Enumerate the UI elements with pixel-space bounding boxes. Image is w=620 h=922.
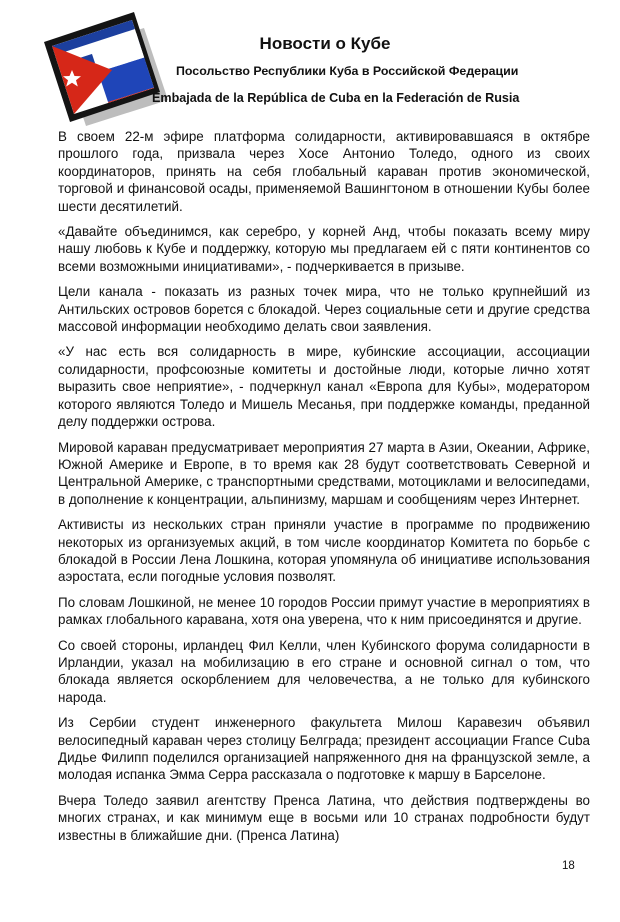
embassy-subtitle-ru: Посольство Республики Куба в Российской Федерации	[176, 64, 519, 78]
page-title: Новости о Кубе	[259, 34, 391, 53]
article-paragraph: Мировой караван предусматривает мероприятия 27 марта в Азии, Океании, Африке, Южной Америке и Европе, в то время как 28 будут соответствовать Северной и Центральной Америке, с транспортными средствами, мотоциклами и велосипедами, в дополнение к концентрации, альпинизму, маршам и сообщениям через Интернет.	[58, 439, 590, 507]
article-paragraph: Вчера Толедо заявил агентству Пренса Латина, что действия подтверждены во многих странах, и как минимум еще в восьми или 10 странах подробности будут известны в ближайшие дни. (Пренса Латина)	[58, 792, 590, 843]
article-body	[58, 128, 590, 852]
article-paragraph: Со своей стороны, ирландец Фил Келли, член Кубинского форума солидарности в Ирландии, указал на мобилизацию в его стране и основной сигнал о том, что блокада является оскорблением для человечества, а не только для кубинского народа.	[58, 637, 590, 705]
article-paragraph: В своем 22-м эфире платформа солидарности, активировавшаяся в октябре прошлого года, призвала через Хосе Антонио Толедо, одного из своих координаторов, принять на себя глобальный караван против экономической, торговой и финансовой осады, применяемой Вашингтоном в отношении Кубы более шести десятилетий.	[58, 129, 590, 214]
article-paragraph: «У нас есть вся солидарность в мире, кубинские ассоциации, ассоциации солидарности, профсоюзные комитеты и достойные люди, которые лично хотят выразить свое неприятие», - подчеркнул канал «Европа для Кубы», модератором которого являются Толедо и Мишель Месанья, при поддержке команды, преданной делу поддержки острова.	[58, 344, 590, 430]
article-paragraph: Из Сербии студент инженерного факультета Милош Каравезич объявил велосипедный караван через столицу Белграда; президент ассоциации France Cuba Дидье Филипп поделился организацией напряженного дня на французской земле, а молодая испанка Эмма Серра рассказала о подготовке к маршу в Барселоне.	[58, 715, 590, 783]
cuba-russia-flag-logo	[28, 12, 180, 130]
article-paragraph: Активисты из нескольких стран приняли участие в программе по продвижению некоторых из организуемых акций, в том числе координатор Комитета по борьбе с блокадой в России Лена Лошкина, которая упомянула об инициативе использования аэростата, если погодные условия позволят.	[58, 517, 590, 585]
article-paragraph: «Давайте объединимся, как серебро, у корней Анд, чтобы показать всему миру нашу любовь к Кубе и поддержку, которую мы предлагаем ей с пяти континентов со всеми возможными инициативами», - подчеркивается в призыве.	[58, 224, 590, 274]
page-number: 18	[562, 860, 575, 872]
article-paragraph: По словам Лошкиной, не менее 10 городов России примут участие в мероприятиях в рамках глобального каравана, хотя она уверена, что к ним присоединятся и другие.	[58, 594, 590, 628]
embassy-subtitle-es: Embajada de la República de Cuba en la Federación de Rusia	[152, 91, 520, 105]
article-paragraph: Цели канала - показать из разных точек мира, что не только крупнейший из Антильских островов борется с блокадой. Через социальные сети и другие средства массовой информации необходимо делать свои заявления.	[58, 284, 590, 335]
